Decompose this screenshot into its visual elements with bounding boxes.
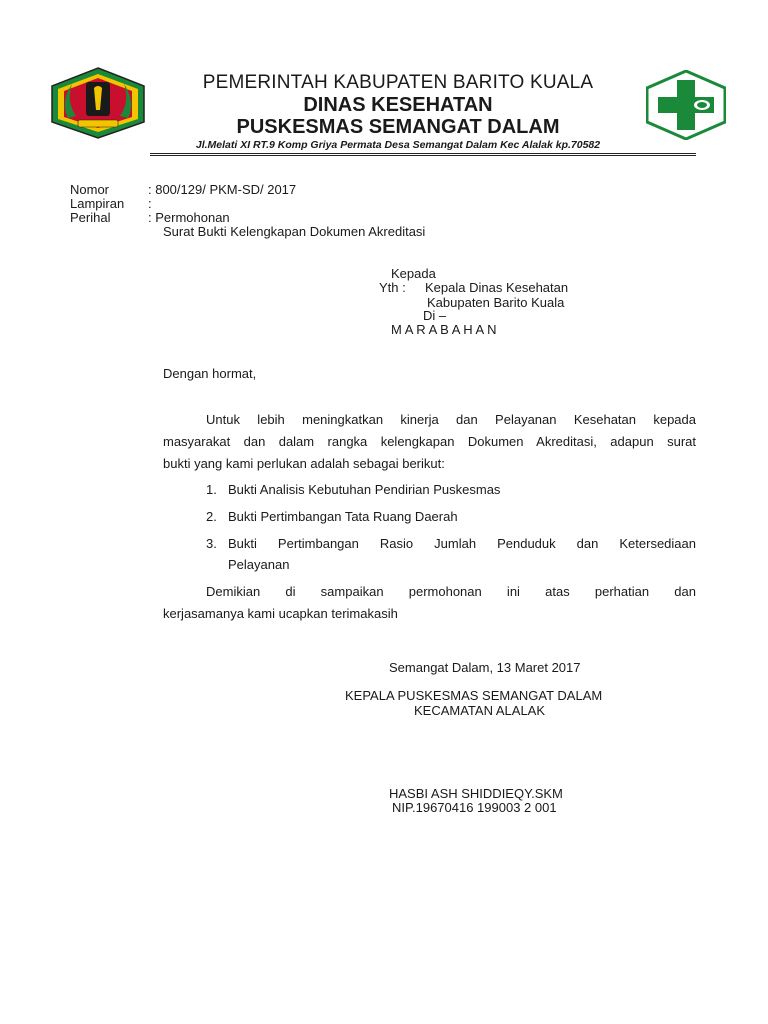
- recipient-yth: Yth :: [379, 280, 406, 295]
- salutation: Dengan hormat,: [163, 366, 257, 381]
- recipient-city: M A R A B A H A N: [391, 322, 497, 337]
- perihal-value: : Permohonan: [148, 210, 230, 225]
- recipient-line2: Kabupaten Barito Kuala: [427, 295, 565, 310]
- perihal-label: Perihal: [70, 210, 111, 225]
- recipient-line3: Di –: [423, 308, 447, 323]
- closing-line-1: Demikian di sampaikan permohonan ini atas perhatian dan: [206, 584, 696, 599]
- list-item-3-text: Bukti Pertimbangan Rasio Jumlah Penduduk dan Ketersediaan: [228, 536, 696, 551]
- recipient-line1: Kepala Dinas Kesehatan: [425, 280, 569, 295]
- list-item-2-text: Bukti Pertimbangan Tata Ruang Daerah: [228, 509, 458, 524]
- paragraph-line-3: bukti yang kami perlukan adalah sebagai berikut:: [163, 456, 445, 471]
- header-divider-thin: [150, 155, 696, 156]
- closing-line-2: kerjasamanya kami ucapkan terimakasih: [163, 606, 398, 621]
- list-item-1-number: 1.: [206, 482, 217, 497]
- list-item-2-number: 2.: [206, 509, 217, 524]
- paragraph-line-2: masyarakat dan dalam rangka kelengkapan Dokumen Akreditasi, adapun surat: [163, 434, 696, 449]
- perihal-value-line2: Surat Bukti Kelengkapan Dokumen Akreditasi: [163, 224, 426, 239]
- header-puskesmas: PUSKESMAS SEMANGAT DALAM: [236, 116, 560, 138]
- header-divider-thick: [150, 153, 696, 154]
- header-address: Jl.Melati XI RT.9 Komp Griya Permata Desa Semangat Dalam Kec Alalak kp.70582: [195, 139, 601, 151]
- recipient-kepada: Kepada: [391, 266, 436, 281]
- list-item-3-number: 3.: [206, 536, 217, 551]
- list-item-3-text-cont: Pelayanan: [228, 557, 290, 572]
- signer-title-1: KEPALA PUSKESMAS SEMANGAT DALAM: [345, 688, 603, 703]
- nomor-value: : 800/129/ PKM-SD/ 2017: [148, 182, 297, 197]
- nomor-label: Nomor: [70, 182, 110, 197]
- signer-nip: NIP.19670416 199003 2 001: [392, 800, 557, 815]
- header-agency: DINAS KESEHATAN: [303, 94, 493, 116]
- list-item-1-text: Bukti Analisis Kebutuhan Pendirian Puskesmas: [228, 482, 501, 497]
- header-government: PEMERINTAH KABUPATEN BARITO KUALA: [202, 72, 594, 93]
- signer-title-2: KECAMATAN ALALAK: [414, 703, 546, 718]
- paragraph-line-1: Untuk lebih meningkatkan kinerja dan Pelayanan Kesehatan kepada: [206, 412, 696, 427]
- lampiran-label: Lampiran: [70, 196, 125, 211]
- lampiran-value: :: [148, 196, 152, 211]
- place-date: Semangat Dalam, 13 Maret 2017: [389, 660, 581, 675]
- regency-emblem-icon: [50, 66, 146, 140]
- puskesmas-cross-logo-icon: [646, 70, 726, 140]
- signer-name: HASBI ASH SHIDDIEQY.SKM: [389, 786, 563, 801]
